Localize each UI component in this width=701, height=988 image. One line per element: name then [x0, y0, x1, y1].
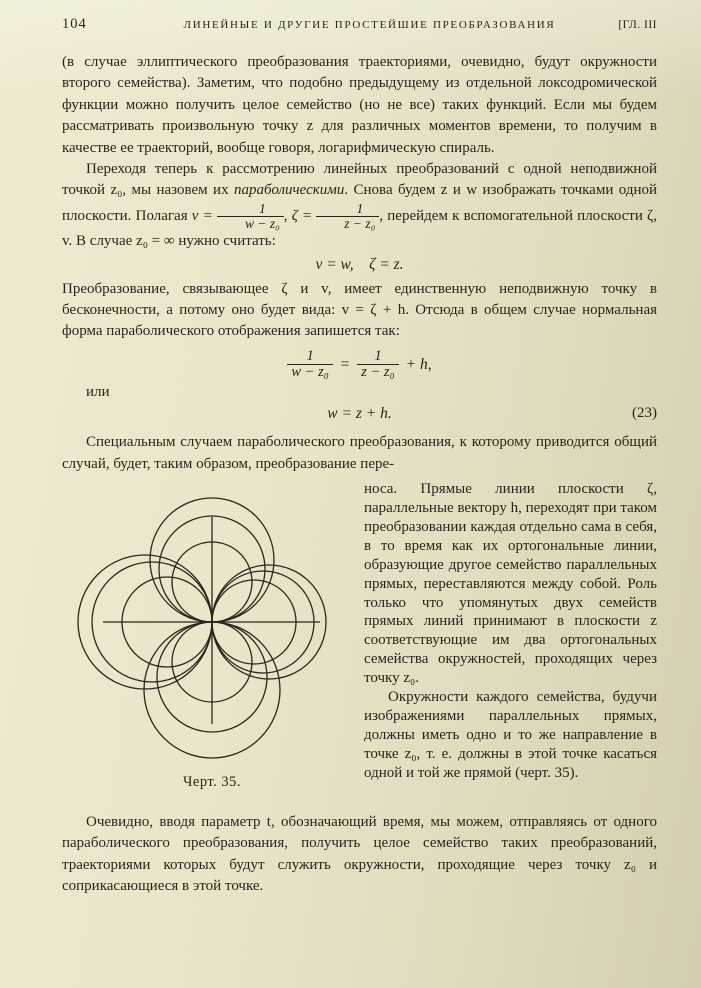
inline-fraction-v: $\frac{1}{\text{w − z₀}}$ [217, 202, 284, 231]
equation-23: w = z + h. [327, 405, 392, 423]
fraction-rhs: $\frac{1}{\text{z − z₀}}$ [357, 349, 398, 380]
math-zeta-equals: ζ = [291, 207, 317, 224]
term-parabolic-italic: параболическими [233, 182, 345, 199]
paragraph-time-parameter: Очевидно, вводя параметр t, обозначающий время, мы можем, отправляясь от одного параболического преобразования, получить целое семейство таких преобразований, траекториями которых будут служить окружности, проходящие через точку z₀ и соприкасающиеся в этой точке. [62, 814, 657, 895]
wrapped-text-column [364, 480, 657, 812]
math-v-equals: v = [191, 207, 217, 224]
equation-v-w-zeta-z: v = w, ζ = z. [315, 255, 404, 273]
paragraph-special-case-intro: Специальным случаем параболического преобразования, к которому приводится общий случай, будет, таким образом, преобразование пере- [62, 434, 657, 472]
paragraph-parabolic-definition [62, 159, 657, 253]
circles-diagram [72, 480, 352, 772]
text-run: перейдем к вспомогательной плоскости ζ, v. В случае z₀ = ∞ нужно считать: [62, 207, 658, 250]
running-title: ЛИНЕЙНЫЕ И ДРУГИЕ ПРОСТЕЙШИЕ ПРЕОБРАЗОВАНИЯ [183, 19, 556, 31]
inline-fraction-zeta: $\frac{1}{\text{z − z₀}}$ [316, 202, 379, 231]
figure-chert-35 [62, 480, 364, 812]
figure-and-text-row [62, 480, 657, 812]
equation-number: (23) [632, 405, 657, 422]
paragraph-transformation-fixed-point: Преобразование, связывающее ζ и v, имеет единственную неподвижную точку в бесконечности, а потому оно будет вида: v = ζ + h. Отсюда в общем случае нормальная форма параболического отображения запишется так: [62, 280, 657, 340]
plus-h-term: + h, [405, 355, 432, 373]
running-header [62, 16, 657, 33]
text-run: , [379, 207, 384, 224]
text-run: , [283, 207, 292, 224]
chapter-reference: [ГЛ. III [618, 19, 657, 31]
page-number: 104 [62, 16, 87, 32]
text-run: . Снова будем z и w изображать точками одной плоскости. Полагая [62, 182, 658, 224]
figure-caption: Черт. 35. [182, 774, 242, 791]
paragraph-parallel-lines: носа. Прямые линии плоскости ζ, параллельные вектору h, переходят при таком преобразовании каждая отдельно сама в себя, в то время как их ортогональные линии, образующие другое семейство параллельных прямых, переставляются между собой. Роль только что упомянутых двух семейств прямых линий принимают в плоскости z соответствующие им два ортогональных семейства окружностей, проходящих через точку z₀. [364, 481, 658, 687]
or-word: или [86, 384, 110, 401]
equation-normal-form [62, 349, 657, 380]
text-run: Переходя теперь к рассмотрению линейных преобразований с одной неподвижной точкой z₀, мы назовем их [62, 161, 657, 199]
paragraph-elliptic-trajectories: (в случае эллиптического преобразования траекториями, очевидно, будут окружности второго семейства). Заметим, что подобно предыдущему из отдельной локсодромической функции можно получить целое семейство (но не все) таких функций. Если мы будем рассматривать произвольную точку z для различных моментов времени, то получим в качестве ее траекторий, вообще говоря, логарифмическую спираль. [62, 54, 657, 156]
equals-sign: = [339, 355, 351, 373]
equation-23-row [62, 405, 657, 423]
fraction-lhs: $\frac{1}{\text{w − z₀}}$ [287, 349, 332, 380]
paragraph-circle-families: Окружности каждого семейства, будучи изображениями параллельных прямых, должны иметь одно и то же направление в точке z₀, т. е. должны в этой точке касаться одной и той же прямой (черт. 35). [364, 689, 657, 781]
